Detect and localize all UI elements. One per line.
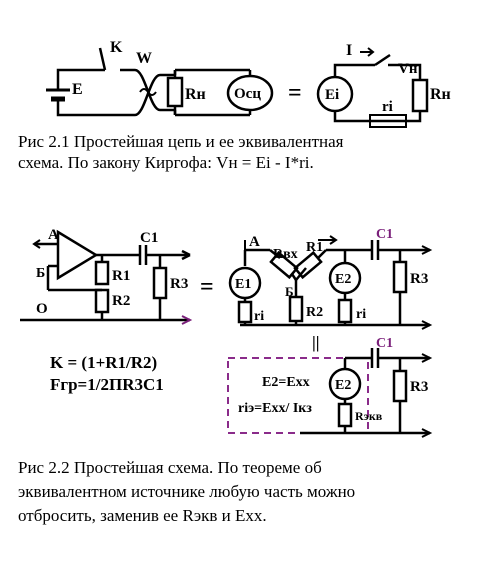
label-W: W [136,50,152,67]
caption-1-line-1: Рис 2.1 Простейшая цепь и ее эквивалентная [18,132,344,151]
label-Rh2: Rн [430,86,451,103]
label-R2: R2 [112,293,131,309]
label-Rekv: Rэкв [355,409,383,423]
caption-1-line-2: схема. По закону Киргофа: Vн = Ei - I*ri. [18,153,314,172]
label-equals-1: = [288,80,302,106]
label-C1: C1 [140,230,159,246]
label-ri: ri [382,99,393,115]
label-rie: riэ=Exx/ Iкз [238,401,312,416]
label-I: I [346,42,353,59]
label-C1b: C1 [376,227,394,242]
label-R3c: R3 [410,379,429,395]
label-Rh: Rн [185,86,206,103]
label-E2c: E2 [335,378,352,393]
figure-2-1-labels [72,39,451,115]
label-R1b: R1 [306,240,324,255]
label-parallel: || [312,333,320,352]
label-B: Б [36,266,46,281]
label-R3b: R3 [410,271,429,287]
figure-2-2-caption [18,456,355,528]
cutoff-formula: Fгр=1/2ПR3C1 [50,375,164,394]
gain-formula: K = (1+R1/R2) [50,353,158,372]
label-R1: R1 [112,268,131,284]
label-Vh: Vн [398,61,418,77]
caption-2-line-3: отбросить, заменив ее Rэкв и Exx. [18,506,267,525]
label-E1: E1 [235,277,252,292]
figure-2-2-equivalent-labels [235,227,428,352]
label-E2eq: E2=Exx [262,375,310,390]
caption-2-line-2: эквивалентном источнике любую часть можно [18,482,356,501]
label-osc: Осц [234,86,261,102]
figure-2-2-thevenin [228,336,430,437]
label-ri-1: ri [254,309,265,324]
label-R2b: R2 [306,305,324,320]
label-E: E [72,81,83,98]
figure-2-1-caption [18,131,344,173]
caption-2-line-1: Рис 2.2 Простейшая схема. По теореме об [18,458,322,477]
label-A: A [48,227,59,243]
label-O: O [36,301,48,317]
label-R3: R3 [170,276,189,292]
label-E2: E2 [335,272,352,287]
label-Ei: Ei [325,87,340,103]
label-equals-2: = [200,274,214,300]
label-B2: Б [285,284,294,299]
label-Rvx: Rвх [273,247,298,262]
label-ri-2: ri [356,307,367,322]
label-C1c: C1 [376,336,394,351]
label-K: K [110,39,123,56]
label-A2: A [249,234,260,250]
